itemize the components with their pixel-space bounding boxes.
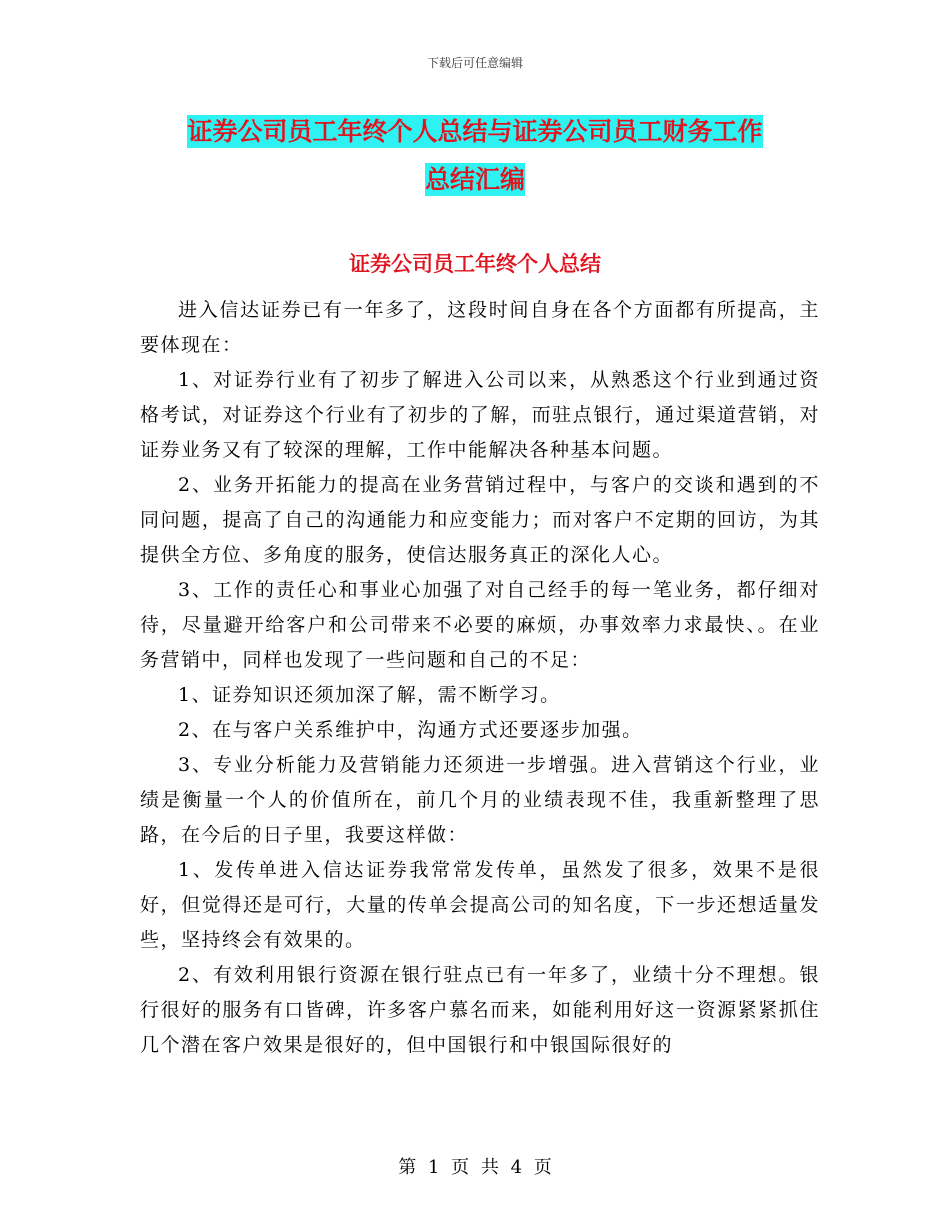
paragraph: 3、工作的责任心和事业心加强了对自己经手的每一笔业务，都仔细对待，尽量避开给客户和公司带来不必要的麻烦，办事效率力求最快、。在业务营销中，同样也发现了一些问题和自己的不足： bbox=[140, 579, 820, 671]
page-footer: 第 1 页 共 4 页 bbox=[398, 1157, 552, 1178]
paragraph: 2、有效利用银行资源在银行驻点已有一年多了，业绩十分不理想。银行很好的服务有口皆碑，许多客户慕名而来，如能利用好这一资源紧紧抓住几个潜在客户效果是很好的，但中国银行和中银国际很好的 bbox=[140, 964, 820, 1056]
header-note: 下载后可任意编辑 bbox=[426, 56, 523, 70]
main-title bbox=[0, 108, 950, 204]
paragraph: 1、证券知识还须加深了解，需不断学习。 bbox=[178, 684, 561, 706]
paragraph: 3、专业分析能力及营销能力还须进一步增强。进入营销这个行业，业绩是衡量一个人的价值所在，前几个月的业绩表现不佳，我重新整理了思路，在今后的日子里，我要这样做： bbox=[140, 754, 820, 846]
paragraph: 2、业务开拓能力的提高在业务营销过程中，与客户的交谈和遇到的不同问题，提高了自己的沟通能力和应变能力；而对客户不定期的回访，为其提供全方位、多角度的服务，使信达服务真正的深化人心。 bbox=[140, 474, 820, 566]
body-text bbox=[140, 293, 820, 1063]
paragraph: 进入信达证券已有一年多了，这段时间自身在各个方面都有所提高，主要体现在： bbox=[140, 299, 820, 356]
paragraph: 1、发传单进入信达证券我常常发传单，虽然发了很多，效果不是很好，但觉得还是可行，大量的传单会提高公司的知名度，下一步还想适量发些，坚持终会有效果的。 bbox=[140, 859, 820, 951]
section-title: 证券公司员工年终个人总结 bbox=[349, 252, 601, 276]
main-title-line2: 总结汇编 bbox=[424, 165, 525, 194]
main-title-line1: 证券公司员工年终个人总结与证券公司员工财务工作 bbox=[187, 117, 763, 146]
paragraph: 2、在与客户关系维护中，沟通方式还要逐步加强。 bbox=[178, 719, 643, 741]
paragraph: 1、对证券行业有了初步了解进入公司以来，从熟悉这个行业到通过资格考试，对证券这个行业有了初步的了解，而驻点银行，通过渠道营销，对证券业务又有了较深的理解，工作中能解决各种基本问题。 bbox=[140, 369, 820, 461]
